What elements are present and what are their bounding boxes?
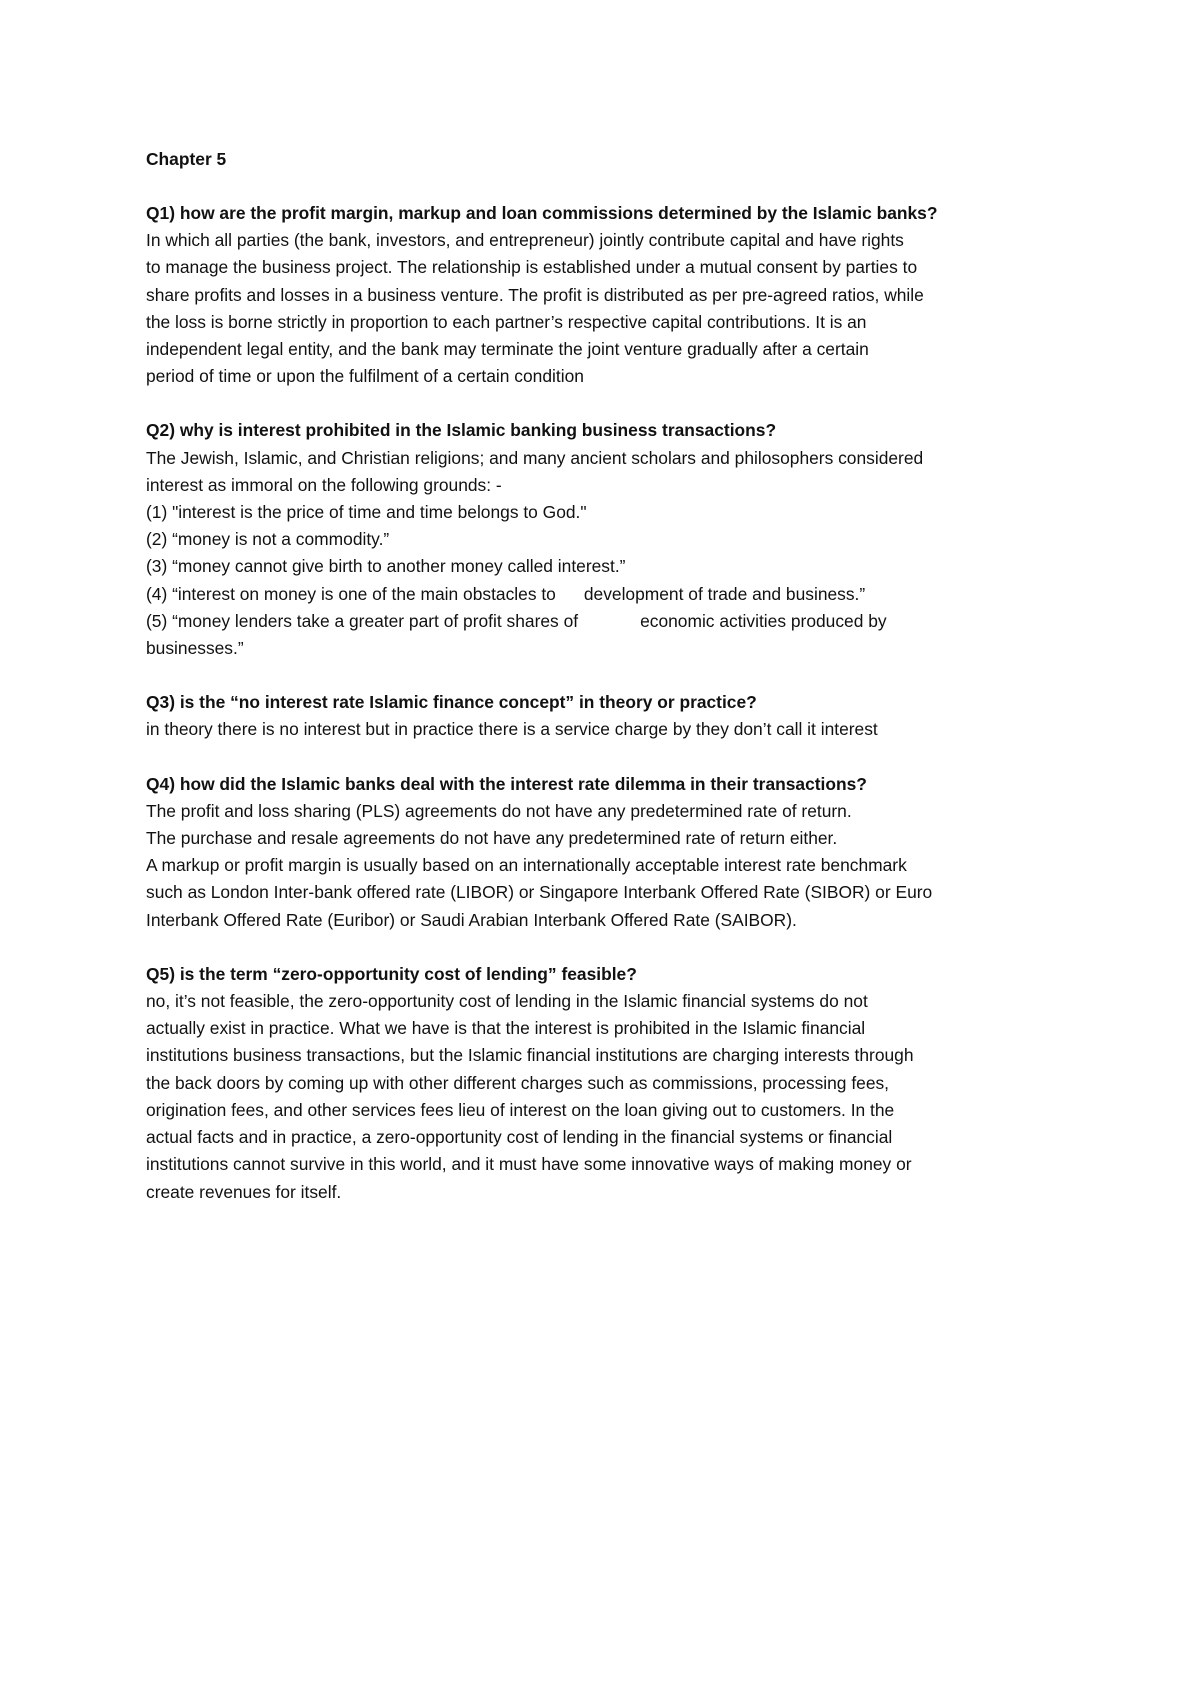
list-item-text: economic activities produced by	[640, 610, 887, 631]
answer-line: such as London Inter-bank offered rate (LIBOR) or Singapore Interbank Offered Rate (SIBOR) or Euro	[146, 882, 933, 903]
answer-line: institutions cannot survive in this world, and it must have some innovative ways of making money or	[146, 1154, 912, 1175]
answer-line: the loss is borne strictly in proportion to each partner’s respective capital contributions. It is an	[146, 311, 867, 332]
answer-line: in theory there is no interest but in practice there is a service charge by they don’t call it interest	[146, 719, 878, 740]
chapter-title: Chapter 5	[146, 149, 227, 169]
question-q2: Q2) why is interest prohibited in the Islamic banking business transactions?	[146, 420, 777, 441]
answer-line: The purchase and resale agreements do not have any predetermined rate of return either.	[146, 828, 838, 849]
answer-line: period of time or upon the fulfilment of a certain condition	[146, 366, 584, 387]
section-q2	[146, 417, 1066, 662]
answer-line: share profits and losses in a business venture. The profit is distributed as per pre-agreed ratios, while	[146, 284, 924, 305]
answer-line: create revenues for itself.	[146, 1181, 342, 1202]
answer-line: actual facts and in practice, a zero-opportunity cost of lending in the financial systems or financial	[146, 1127, 893, 1148]
question-q1: Q1) how are the profit margin, markup and loan commissions determined by the Islamic banks?	[146, 203, 938, 223]
answer-line: no, it’s not feasible, the zero-opportunity cost of lending in the Islamic financial systems do not	[146, 991, 868, 1012]
question-q4: Q4) how did the Islamic banks deal with the interest rate dilemma in their transactions?	[146, 773, 867, 794]
answer-line: actually exist in practice. What we have is that the interest is prohibited in the Islamic financial	[146, 1018, 866, 1039]
answer-line: interest as immoral on the following grounds: -	[146, 474, 502, 495]
list-item: (1) "interest is the price of time and time belongs to God."	[146, 502, 587, 523]
list-item-continuation: businesses.”	[146, 638, 244, 659]
section-q3	[146, 689, 1066, 743]
answer-line: The Jewish, Islamic, and Christian religions; and many ancient scholars and philosophers considered	[146, 447, 924, 468]
answer-line: A markup or profit margin is usually based on an internationally acceptable interest rate benchmark	[146, 855, 907, 876]
answer-line: origination fees, and other services fees lieu of interest on the loan giving out to customers. In the	[146, 1099, 895, 1120]
answer-line: In which all parties (the bank, investors, and entrepreneur) jointly contribute capital and have rights	[146, 230, 904, 251]
list-item-text: development of trade and business.”	[583, 583, 866, 604]
answer-line: to manage the business project. The relationship is established under a mutual consent by parties to	[146, 257, 918, 278]
question-q5: Q5) is the term “zero-opportunity cost of lending” feasible?	[146, 963, 637, 984]
list-item	[146, 581, 1066, 608]
answer-line: The profit and loss sharing (PLS) agreements do not have any predetermined rate of return.	[146, 800, 852, 821]
section-q1	[146, 200, 1066, 390]
section-q4	[146, 771, 1066, 934]
answer-line: Interbank Offered Rate (Euribor) or Saudi Arabian Interbank Offered Rate (SAIBOR).	[146, 909, 797, 930]
answer-line: independent legal entity, and the bank may terminate the joint venture gradually after a certain	[146, 339, 869, 360]
list-item	[146, 608, 1066, 635]
answer-line: institutions business transactions, but the Islamic financial institutions are charging interests through	[146, 1045, 914, 1066]
list-item: (3) “money cannot give birth to another money called interest.”	[146, 556, 626, 577]
list-item: (2) “money is not a commodity.”	[146, 529, 390, 550]
section-q5	[146, 961, 1066, 1206]
list-item-text: (4) “interest on money is one of the main obstacles to	[146, 583, 556, 604]
document-content	[146, 146, 1066, 1206]
answer-line: the back doors by coming up with other different charges such as commissions, processing fees,	[146, 1072, 890, 1093]
question-q3: Q3) is the “no interest rate Islamic finance concept” in theory or practice?	[146, 692, 757, 713]
list-item-text: (5) “money lenders take a greater part of profit shares of	[146, 610, 579, 631]
